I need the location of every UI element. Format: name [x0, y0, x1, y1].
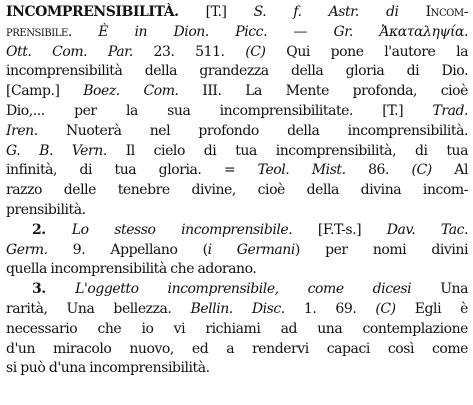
text-run: G. B. Vern.: [6, 142, 107, 159]
text-run: d'un miracolo nuovo, ed a rendervi capaci così come: [6, 340, 468, 357]
text-run: III. La Mente profonda, cioè: [178, 83, 468, 100]
entry-line: [6, 43, 468, 63]
text-run: Boez. Com.: [83, 83, 179, 100]
text-run: (C): [245, 43, 266, 60]
entry-main-paragraph: [6, 3, 468, 221]
text-run: Ott. Com. Par.: [6, 43, 133, 60]
text-run: Dio,... per la sua incomprensibilitate. [T.]: [6, 102, 433, 119]
text-run: Dav. Tac.: [386, 221, 468, 238]
sense-line: [6, 320, 468, 340]
text-run: Una: [411, 281, 469, 298]
text-run: Bellin. Disc.: [190, 300, 285, 317]
sense-line: [6, 260, 468, 280]
text-run: 86.: [345, 162, 412, 179]
sense-3-paragraph: [6, 280, 468, 379]
text-run: i Germani: [207, 241, 295, 258]
text-run: ) per nomi divini: [294, 241, 468, 258]
text-run: Teol. Mist.: [257, 162, 346, 179]
dictionary-entry: [6, 3, 468, 379]
entry-line: [6, 122, 468, 142]
entry-line: [6, 161, 468, 181]
text-run: razzo delle tenebre divine, cioè della divina incom-: [6, 182, 468, 199]
sense-line: [6, 221, 468, 241]
text-run: (C): [411, 162, 432, 179]
text-run: [Camp.]: [6, 83, 84, 100]
sense-2-paragraph: [6, 221, 468, 280]
text-run: È in Dion. Picc. — Gr.: [71, 23, 380, 40]
entry-line: [6, 201, 468, 221]
text-run: L'oggetto incomprensibile, come dicesi: [75, 281, 412, 298]
text-run: Lo stesso incomprensibile.: [71, 221, 293, 238]
text-run: incomprensibilità della grandezza della gloria di Dio.: [6, 63, 468, 80]
text-run: [F.T-s.]: [292, 221, 387, 238]
text-run: 23. 511.: [132, 43, 246, 60]
sense-line: [6, 359, 468, 379]
text-run: prensibilità.: [6, 201, 86, 218]
entry-line: [6, 23, 468, 43]
entry-line: [6, 142, 468, 162]
entry-line: [6, 102, 468, 122]
text-run: prensibile.: [6, 23, 72, 40]
text-run: Iren.: [6, 122, 38, 139]
text-run: Ἀκαταληψία.: [379, 23, 468, 40]
entry-line: [6, 62, 468, 82]
sense-line: [6, 300, 468, 320]
text-run: (C): [375, 300, 396, 317]
text-run: 2.: [32, 221, 72, 238]
sense-line: [6, 241, 468, 261]
text-run: Il cielo di tua incomprensibilità, di tua: [106, 142, 468, 159]
text-run: infinità, di tua gloria. =: [6, 162, 258, 179]
text-run: 1. 69.: [284, 300, 376, 317]
sense-line: [6, 340, 468, 360]
entry-line: [6, 181, 468, 201]
text-run: S. f. Astr. di: [253, 4, 399, 20]
text-run: Al: [431, 162, 468, 179]
text-run: 9. Appellano (: [47, 241, 208, 258]
entry-line: [6, 3, 468, 23]
text-run: rarità, Una bellezza.: [6, 300, 191, 317]
text-run: Egli è: [395, 300, 468, 317]
text-run: quella incomprensibilità che adorano.: [6, 261, 257, 278]
text-run: [T.]: [178, 4, 254, 20]
text-run: Germ.: [6, 241, 48, 258]
text-run: necessario che io vi richiami ad una contemplazione: [6, 320, 468, 337]
text-run: 3.: [32, 281, 76, 298]
text-run: si può d'una incomprensibilità.: [6, 360, 210, 377]
text-run: Nuoterà nel profondo della incomprensibilità.: [37, 122, 468, 139]
text-run: INCOMPRENSIBILITÀ.: [6, 4, 179, 20]
sense-line: [6, 280, 468, 300]
text-run: Qui pone l'autore la: [265, 43, 469, 60]
text-run: Trad.: [432, 102, 468, 119]
text-run: Incom-: [398, 4, 468, 20]
entry-line: [6, 82, 468, 102]
